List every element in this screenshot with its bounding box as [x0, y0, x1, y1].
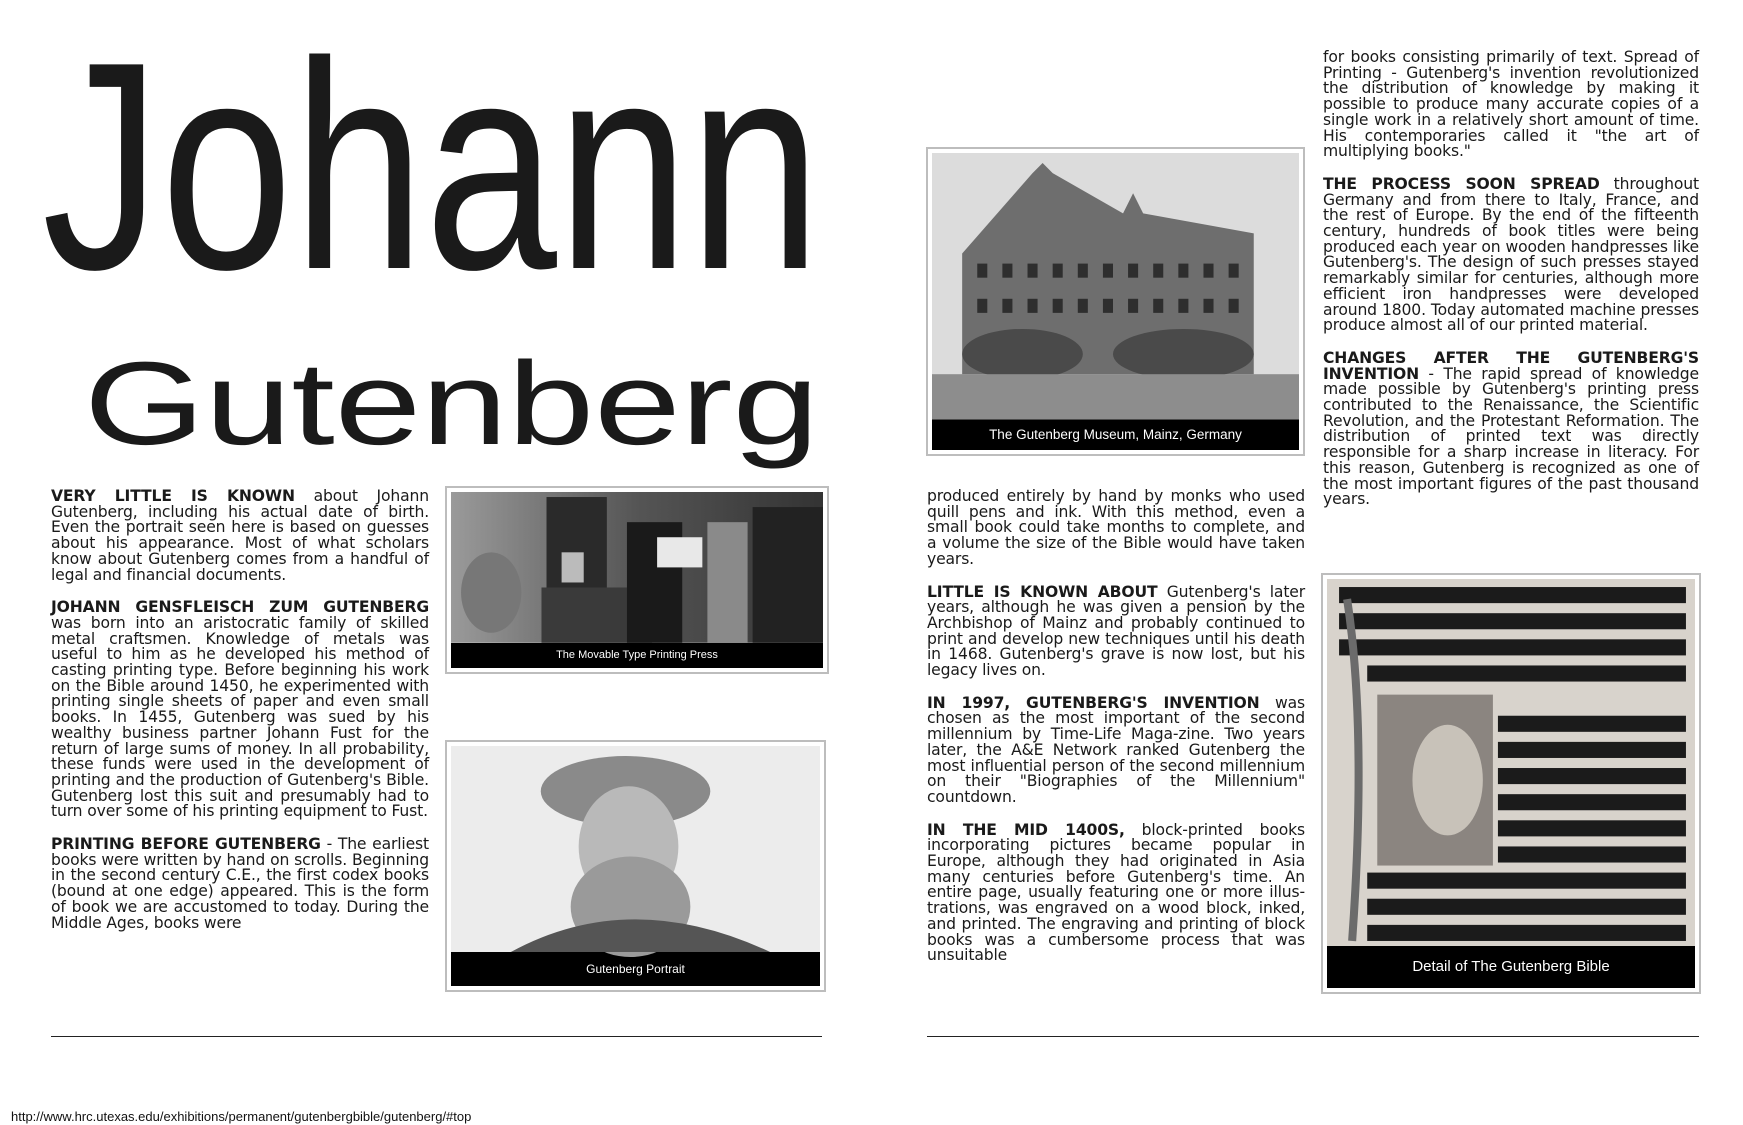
- figure-caption: Detail of The Gutenberg Bible: [1327, 946, 1695, 988]
- figure-caption: The Gutenberg Museum, Mainz, Germany: [932, 419, 1299, 450]
- divider-left: [51, 1036, 822, 1037]
- figure-gutenberg-portrait: [445, 740, 826, 992]
- paragraph: [51, 489, 429, 583]
- figure-gutenberg-bible: [1321, 573, 1701, 994]
- paragraph: [1323, 348, 1699, 509]
- figure-caption: Gutenberg Portrait: [451, 952, 820, 986]
- title-line-gutenberg: Gutenberg: [84, 338, 819, 470]
- figure-gutenberg-museum: [926, 147, 1305, 456]
- museum-image: [932, 153, 1299, 419]
- paragraph: [1323, 50, 1699, 160]
- left-text-column: [51, 489, 429, 948]
- printing-press-image: [451, 492, 823, 643]
- paragraph: [51, 600, 429, 820]
- paragraph-text: block-printed books incorporating pictures became popular in Europe, although they had originated in Asia many centuries before Gutenberg's time. An entire page, usually featuring one or more illus-trations, was engraved on a wood block, inked, and printed. The engraving and printing of block books was a cumbersome process that was unsuitable: [927, 820, 1306, 965]
- paragraph: [927, 582, 1306, 680]
- paragraph-text: for books consisting primarily of text. Spread of Printing - Gutenberg's invention revolutionized the distribution of knowledge by making it possible to produce many accurate copies of a single work in a relatively short amount of time. His contemporaries called it "the art of multiplying books.": [1323, 48, 1699, 161]
- page-title: [0, 0, 860, 480]
- portrait-image: [451, 746, 820, 952]
- paragraph: [927, 489, 1305, 568]
- paragraph: [927, 820, 1306, 965]
- paragraph-text: - The rapid spread of knowledge made possible by Gutenberg's printing press contributed to the Renaissance, the Scientific Revolution, and the Protestant Reformation. The distribution of printed text was directly responsible for a sharp increase in literacy. For this reason, Gutenberg is recognized as one of the most important figures of the past thousand years.: [1323, 364, 1699, 509]
- paragraph-lead: IN 1997, GUTENBERG'S INVENTION: [927, 693, 1260, 712]
- figure-printing-press: [445, 486, 829, 674]
- figure-caption: The Movable Type Printing Press: [451, 643, 823, 668]
- paragraph-lead: LITTLE IS KNOWN ABOUT: [927, 582, 1158, 601]
- paragraph-text: Gutenberg's later years, although he was given a pension by the Archbishop of Mainz and probably continued to print and develop new techniques until his death in 1468. Gutenberg's grave is now lost, but his legacy lives on.: [927, 582, 1306, 680]
- paragraph-lead: PRINTING BEFORE GUTENBERG: [51, 835, 321, 854]
- paragraph: [51, 837, 429, 931]
- source-url[interactable]: http://www.hrc.utexas.edu/exhibitions/permanent/gutenbergbible/gutenberg/#top: [11, 1109, 472, 1124]
- paragraph-text: was chosen as the most important of the second millennium by Time-Life Maga-zine. Two years later, the A&E Network ranked Gutenberg the most influential person of the second millennium on their "Biographies of the Millennium" countdown.: [927, 693, 1306, 806]
- paragraph-lead: IN THE MID 1400S,: [927, 820, 1125, 839]
- paragraph-text: about Johann Gutenberg, including his actual date of birth. Even the portrait seen here is based on guesses about his appearance. Most of what scholars know about Gutenberg comes from a handful of legal and financial documents.: [51, 487, 429, 584]
- paragraph-text: produced entirely by hand by monks who used quill pens and ink. With this method, even a small book could take months to complete, and a volume the size of the Bible would have taken years.: [927, 487, 1305, 568]
- bible-detail-image: [1327, 579, 1695, 946]
- title-line-johann: Johann: [42, 0, 821, 331]
- paragraph-lead: CHANGES AFTER THE GUTENBERG'S INVENTION: [1323, 348, 1699, 383]
- right-text-column: [1323, 50, 1699, 525]
- paragraph-lead: THE PROCESS SOON SPREAD: [1323, 174, 1600, 193]
- paragraph-text: was born into an aristocratic family of skilled metal craftsmen. Knowledge of metals was useful to him as he developed his method of casting printing type. Before beginning his work on the Bible around 1450, he experimented with printing single sheets of paper and even small books. In 1455, Gutenberg was sued by his wealthy business partner Johann Fust for the return of large sums of money. In all probability, these funds were used in the development of printing and the production of Gutenberg's Bible. Gutenberg lost this suit and presumably had to turn over some of his printing equipment to Fust.: [51, 613, 429, 821]
- middle-text-column: [927, 489, 1305, 981]
- paragraph-lead: JOHANN GENSFLEISCH ZUM GUTENBERG: [51, 598, 429, 617]
- paragraph-text: - The earliest books were written by hand on scrolls. Beginning in the second century C.E., the first codex books (bound at one edge) appeared. This is the form of book we are accustomed to today. During the Middle Ages, books were: [51, 835, 429, 932]
- paragraph-text: throughout Germany and from there to Italy, France, and the rest of Europe. By the end of the fifteenth century, hundreds of book titles were being produced each year on wooden handpresses like Gutenberg's. The design of such presses stayed remarkably similar for centuries, although more efficient iron handpresses were developed around 1800. Today automated machine presses produce almost all of our printed material.: [1323, 174, 1699, 335]
- paragraph-lead: VERY LITTLE IS KNOWN: [51, 487, 295, 505]
- paragraph: [927, 693, 1306, 806]
- paragraph: [1323, 174, 1699, 335]
- divider-right: [927, 1036, 1699, 1037]
